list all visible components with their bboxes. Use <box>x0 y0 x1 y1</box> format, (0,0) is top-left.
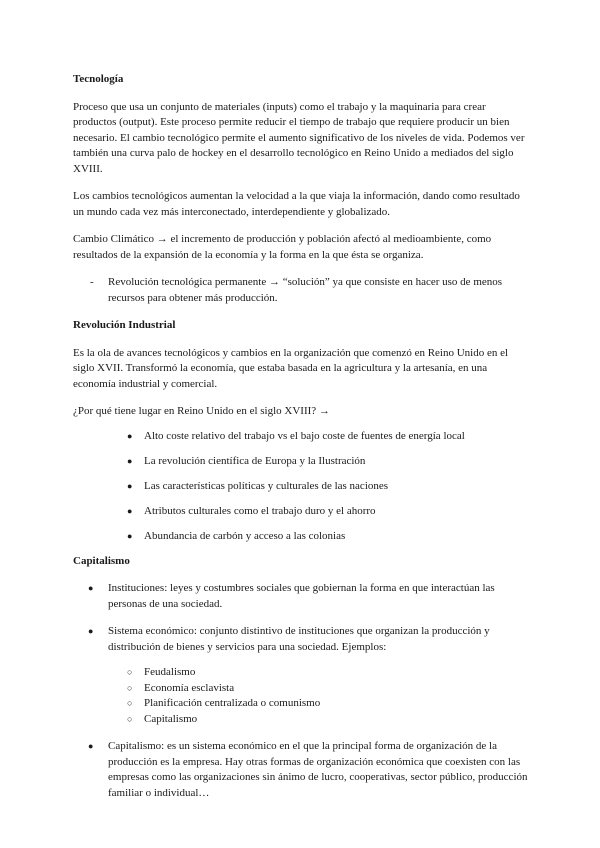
list-item <box>73 275 529 306</box>
list-item <box>73 429 529 445</box>
list-item <box>108 696 529 712</box>
section-revolucion-industrial <box>73 318 529 544</box>
list-item <box>108 665 529 681</box>
paragraph: Proceso que usa un conjunto de materiales (inputs) como el trabajo y la maquinaria para crear productos (output). Este proceso permite reducir el tiempo de trabajo que requiere producir un bien necesario. El cambio tecnológico permite el aumento significativo de los niveles de vida. Podemos ver también una curva palo de hockey en el desarrollo tecnológico en Reino Unido a mediados del siglo XVIII. <box>73 100 525 175</box>
list-item-text: Capitalismo <box>144 712 198 725</box>
list-item <box>73 454 529 470</box>
list-item-text: Planificación centralizada o comunismo <box>144 697 321 709</box>
circle-bullet-icon: ○ <box>127 682 133 693</box>
section-title-revolucion-industrial: Revolución Industrial <box>73 319 176 331</box>
examples-list <box>108 665 529 727</box>
list-item-text: Atributos culturales como el trabajo duro y el ahorro <box>144 504 376 517</box>
list-item-text: Sistema económico: conjunto distintivo de instituciones que organizan la producción y distribución de bienes y servicios para una sociedad. Ejemplos: <box>108 625 490 653</box>
reasons-list <box>73 429 529 545</box>
list-item <box>73 479 529 495</box>
list-item <box>108 681 529 697</box>
circle-bullet-icon: ○ <box>127 698 133 708</box>
list-item-text: Abundancia de carbón y acceso a las colonias <box>144 529 346 542</box>
bullet-icon: ● <box>127 430 133 441</box>
bullet-icon: ● <box>127 480 133 491</box>
bullet-icon: ● <box>88 741 94 751</box>
list-item-text: La revolución científica de Europa y la Ilustración <box>144 454 366 467</box>
bullet-icon: ● <box>127 505 133 516</box>
circle-bullet-icon: ○ <box>127 713 133 724</box>
bullet-icon: ● <box>127 530 133 541</box>
question-line: ¿Por qué tiene lugar en Reino Unido en el siglo XVIII? → <box>73 405 330 417</box>
list-item-text: Revolución tecnológica permanente → “solución” ya que consiste en hacer uso de menos recursos para obtener más producción. <box>108 276 503 304</box>
list-item-text: Instituciones: leyes y costumbres sociales que gobiernan la forma en que interactúan las personas de una sociedad. <box>108 582 495 610</box>
paragraph: Cambio Climático → el incremento de producción y población afectó al medioambiente, como resultados de la expansión de la economía y la forma en la que ésta se organiza. <box>73 233 492 261</box>
section-tecnologia <box>73 72 529 306</box>
paragraph: Los cambios tecnológicos aumentan la velocidad a la que viaja la información, dando como resultado un mundo cada vez más interconectado, interdependiente y globalizado. <box>73 190 520 218</box>
bullet-icon: ● <box>88 626 94 636</box>
list-item-text: Capitalismo: es un sistema económico en el que la principal forma de organización de la producción es la empresa. Hay otras formas de organización económica que coexisten con las empresas como las organizaciones sin ánimo de lucro, cooperativas, sector público, producción familiar o individual… <box>108 740 528 799</box>
list-item <box>73 504 529 520</box>
list-item-text: Economía esclavista <box>144 681 235 694</box>
section-title-tecnologia: Tecnología <box>73 73 124 85</box>
paragraph: Es la ola de avances tecnológicos y cambios en la organización que comenzó en Reino Unido en el siglo XVII. Transformó la economía, que estaba basada en la agricultura y la artesanía, en una economía industrial y comercial. <box>73 346 509 390</box>
capitalismo-list <box>73 581 529 801</box>
list-item-text: Alto coste relativo del trabajo vs el bajo coste de fuentes de energía local <box>144 429 465 442</box>
section-title-capitalismo: Capitalismo <box>73 554 130 567</box>
bullet-icon: ● <box>127 455 133 466</box>
list-item <box>73 739 529 801</box>
list-item-text: Las características políticas y culturales de las naciones <box>144 479 389 492</box>
list-item <box>108 712 529 728</box>
list-item-text: Feudalismo <box>144 666 196 678</box>
dash-marker: - <box>90 276 94 288</box>
list-item <box>73 624 529 727</box>
list-item <box>73 581 529 612</box>
list-item <box>73 529 529 545</box>
circle-bullet-icon: ○ <box>127 667 133 677</box>
document-page <box>73 72 529 813</box>
dash-list <box>73 275 529 306</box>
section-capitalismo <box>73 554 529 802</box>
bullet-icon: ● <box>88 583 94 593</box>
